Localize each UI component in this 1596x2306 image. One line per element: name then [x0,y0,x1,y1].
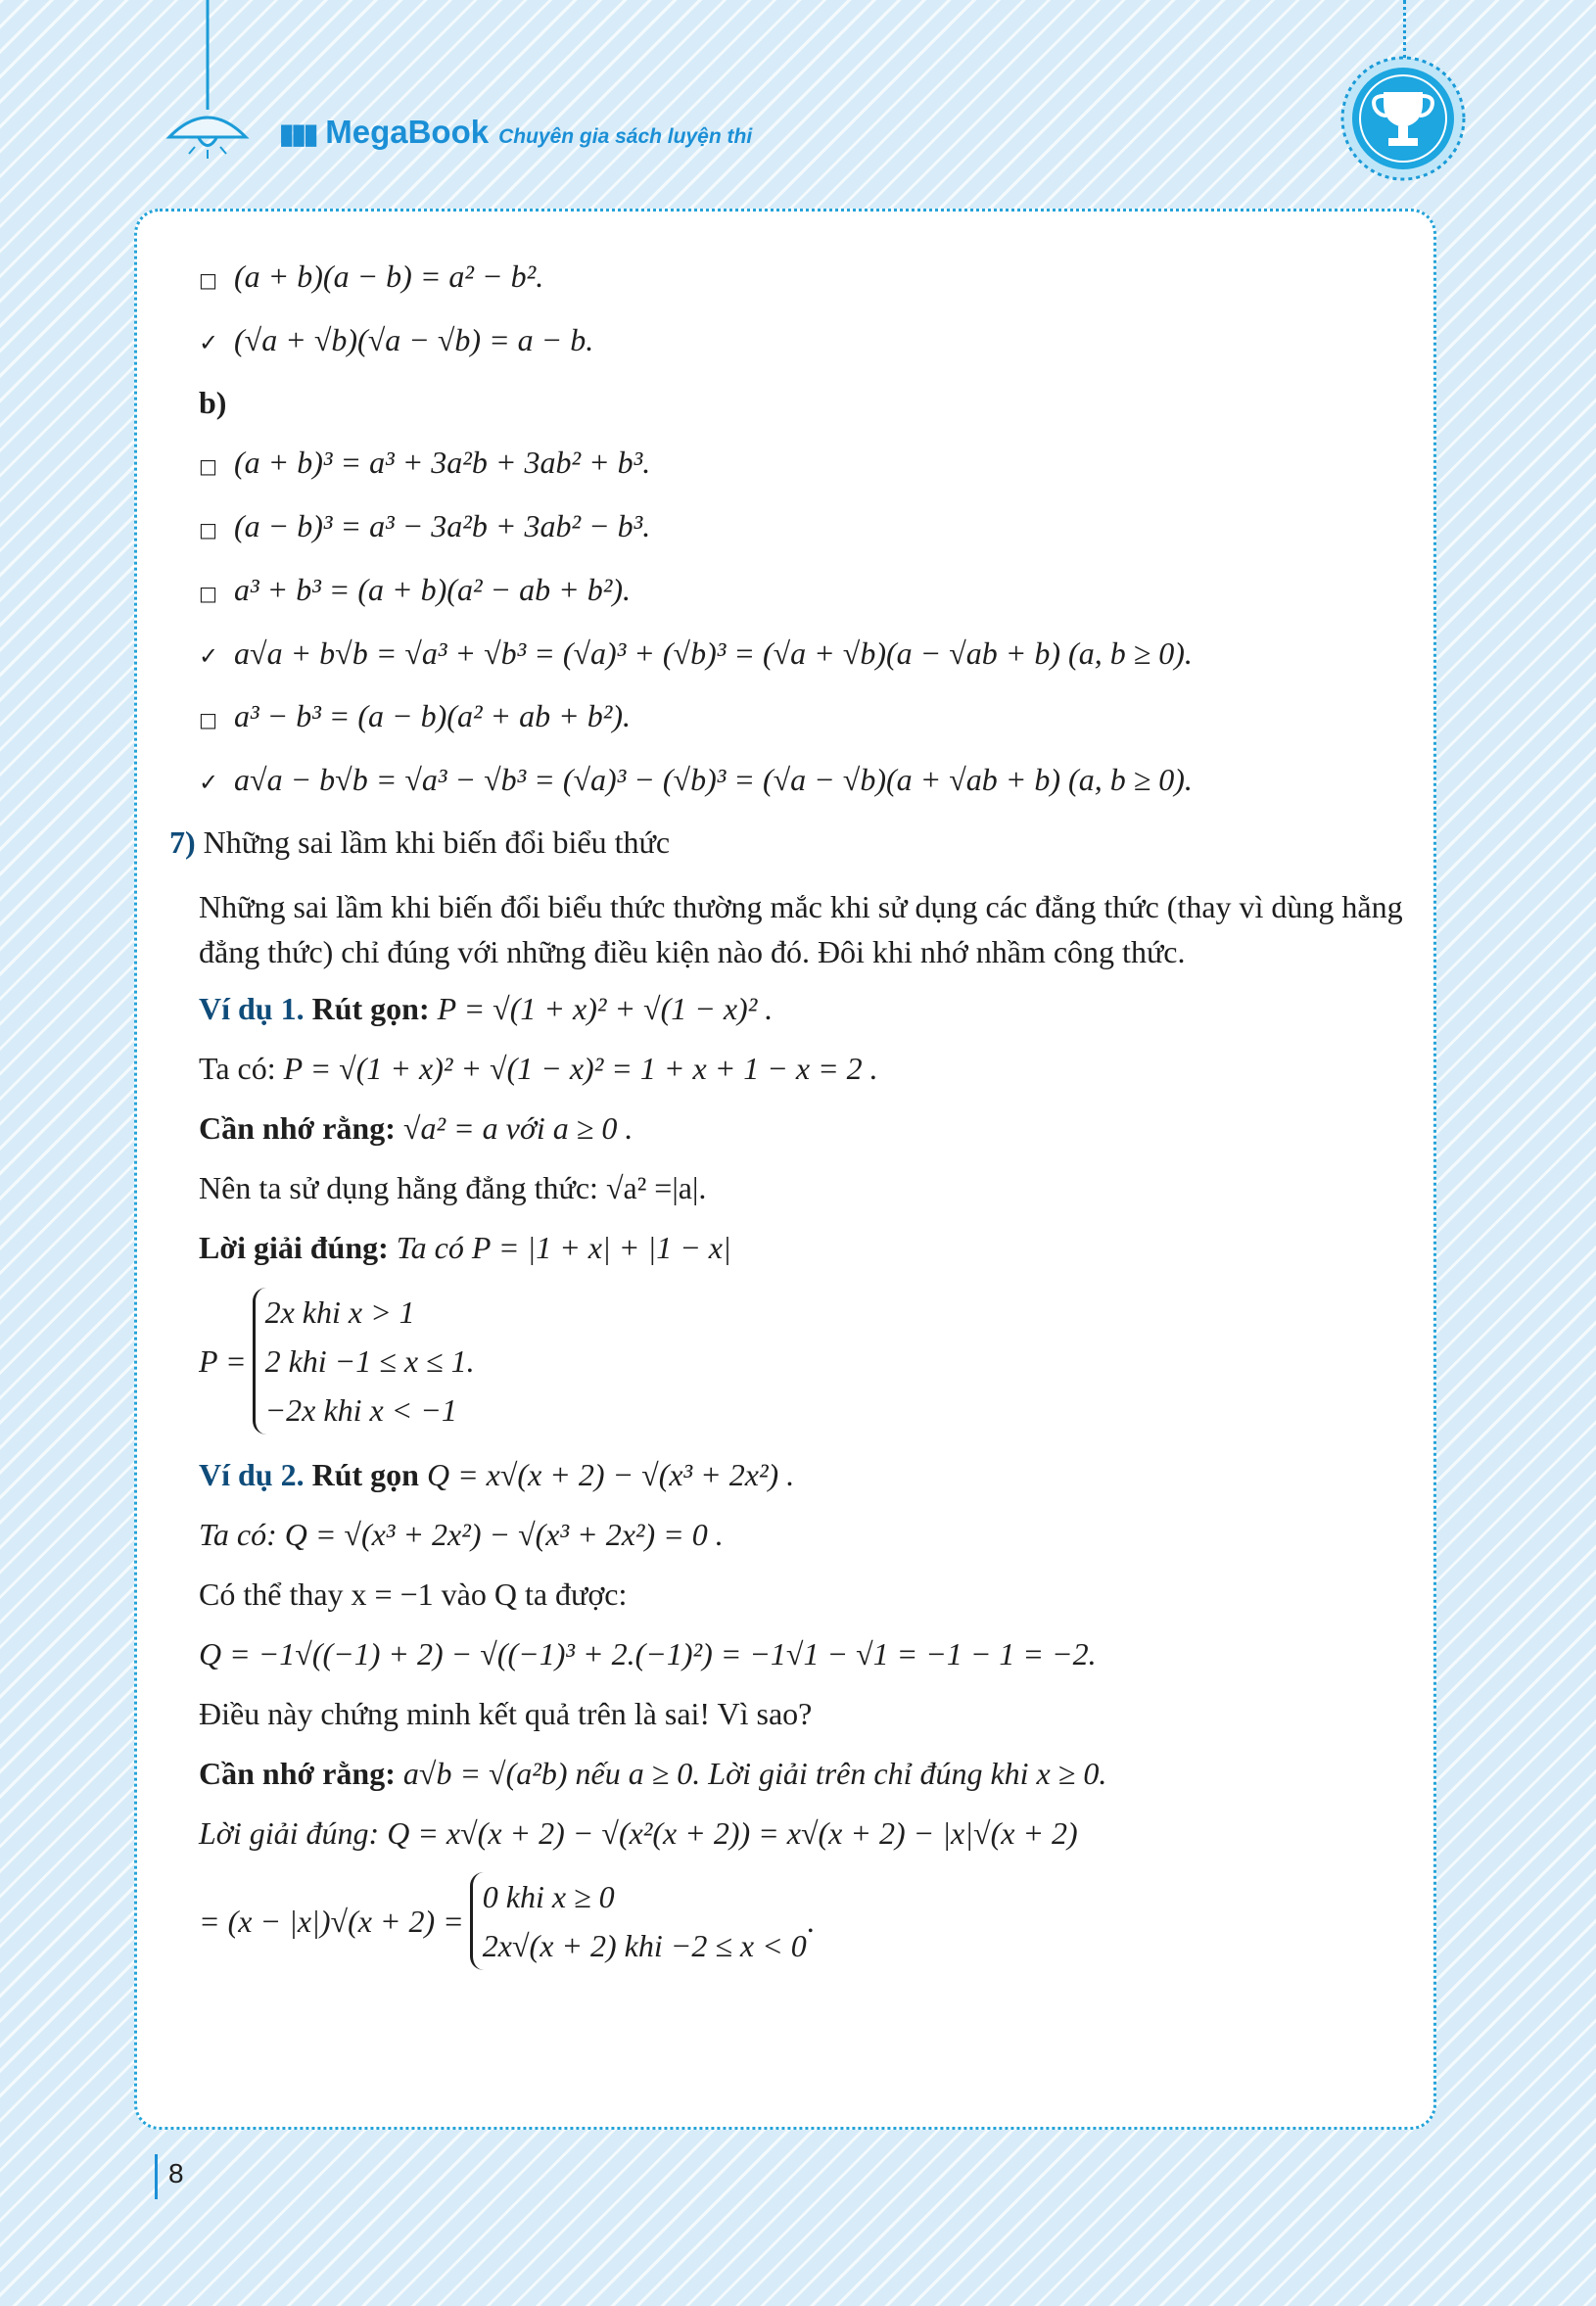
example-2-remember [199,1753,1413,1794]
example-2-claim: Điều này chứng minh kết quả trên là sai! Vì sao? [199,1696,813,1731]
identity-text: (a + b)³ = a³ + 3a²b + 3ab² + b³. [234,445,651,480]
remember-label: Cần nhớ rằng: [199,1756,396,1791]
piecewise-p [199,1288,1413,1435]
example-task: Rút gọn [311,1457,419,1492]
piecewise-case: 2 khi −1 ≤ x ≤ 1. [264,1343,475,1379]
example-1-remember [199,1107,1413,1149]
piecewise-case: 2x√(x + 2) khi −2 ≤ x < 0 [482,1928,807,1963]
piecewise-brace [253,1288,475,1435]
checkbox-empty-icon: □ [199,268,217,292]
identity-line-6 [199,569,1413,614]
page-number-bar [155,2154,158,2199]
work-label: Ta có: [199,1051,276,1086]
checkbox-empty-icon: □ [199,582,217,605]
identity-text: (a + b)(a − b) = a² − b². [234,259,544,294]
checkbox-empty-icon: □ [199,518,217,541]
page-number: 8 [168,2158,184,2188]
identity-line-2 [199,319,1413,363]
identity-line-7 [199,633,1413,677]
checkbox-empty-icon: □ [199,708,217,731]
piecewise-brace [470,1872,807,1970]
identity-line-1 [199,256,1413,301]
brand-name: MegaBook [325,114,490,150]
piecewise-case: −2x khi x < −1 [264,1392,457,1428]
example-expression: Q = x√(x + 2) − √(x³ + 2x²) . [426,1457,795,1492]
example-2-try: Có thể thay x = −1 vào Q ta được: [199,1577,628,1612]
piecewise-case: 2x khi x > 1 [264,1294,415,1330]
identity-line-9 [199,759,1413,803]
example-1-hint: Nên ta sử dụng hằng đẳng thức: √a² =|a|. [199,1170,707,1205]
identity-text: a³ − b³ = (a − b)(a² + ab + b²). [234,698,631,733]
example-2-heading [199,1454,1413,1495]
checkmark-icon: ✓ [199,642,219,670]
remember-expression: a√b = √(a²b) nếu a ≥ 0. Lời giải trên chỉ đúng khi x ≥ 0. [402,1756,1107,1791]
checkbox-empty-icon: □ [199,454,217,478]
identity-line-4 [199,442,1413,487]
identity-text: a√a + b√b = √a³ + √b³ = (√a)³ + (√b)³ = (√a + √b)(a − √ab + b) (a, b ≥ 0). [234,635,1193,671]
trophy-string [1403,0,1406,59]
brand-logo-mark: ▮▮▮ [279,118,316,149]
example-label: Ví dụ 2. [199,1457,305,1492]
remember-label: Cần nhớ rằng: [199,1110,396,1146]
part-b-label: b) [199,385,227,420]
example-2-calc: Q = −1√((−1) + 2) − √((−1)³ + 2.(−1)²) = −1√1 − √1 = −1 − 1 = −2. [199,1636,1097,1671]
checkmark-icon: ✓ [199,769,219,796]
identity-text: a√a − b√b = √a³ − √b³ = (√a)³ − (√b)³ = (√a − √b)(a + √ab + b) (a, b ≥ 0). [234,762,1193,797]
lamp-icon [162,0,259,162]
piecewise-lhs: = (x − |x|)√(x + 2) = [199,1903,464,1939]
section-number: 7) [169,824,196,860]
identity-text: (√a + √b)(√a − √b) = a − b. [234,322,594,357]
piecewise-lhs: P = [199,1342,247,1379]
remember-expression: √a² = a với a ≥ 0 . [402,1110,634,1146]
example-task: Rút gọn: [311,991,430,1026]
example-label: Ví dụ 1. [199,991,305,1026]
example-2-correct: Lời giải đúng: Q = x√(x + 2) − √(x²(x + 2)) = x√(x + 2) − |x|√(x + 2) [199,1815,1078,1851]
brand-header [279,114,752,151]
example-1-correct [199,1227,1413,1268]
correct-label: Lời giải đúng: [199,1230,389,1265]
section-heading [169,822,1413,863]
piecewise-q [199,1872,1413,1970]
example-2-work: Ta có: Q = √(x³ + 2x²) − √(x³ + 2x²) = 0 . [199,1517,724,1552]
trophy-icon [1339,55,1467,182]
identity-line-8 [199,695,1413,740]
correct-expression: Ta có P = |1 + x| + |1 − x| [396,1230,731,1265]
content-body [169,256,1413,1990]
identity-text: a³ + b³ = (a + b)(a² − ab + b²). [234,572,631,607]
piecewise-end: . [806,1903,815,1939]
example-1-heading [199,988,1413,1029]
work-expression: P = √(1 + x)² + √(1 − x)² = 1 + x + 1 − x = 2 . [283,1051,878,1086]
section-title: Những sai lầm khi biến đổi biểu thức [203,824,671,860]
content-card [134,209,1436,2130]
piecewise-case: 0 khi x ≥ 0 [482,1879,615,1914]
example-expression: P = √(1 + x)² + √(1 − x)² . [437,991,774,1026]
checkmark-icon: ✓ [199,329,219,356]
identity-text: (a − b)³ = a³ − 3a²b + 3ab² − b³. [234,508,651,543]
identity-line-5 [199,505,1413,550]
example-1-work [199,1048,1413,1089]
section-paragraph: Những sai lầm khi biến đổi biểu thức thường mắc khi sử dụng các đẳng thức (thay vì dùng hằng đẳng thức) chỉ đúng với những điều kiện nào đó. Đôi khi nhớ nhầm công thức. [199,889,1403,969]
brand-tagline: Chuyên gia sách luyện thi [498,125,753,148]
